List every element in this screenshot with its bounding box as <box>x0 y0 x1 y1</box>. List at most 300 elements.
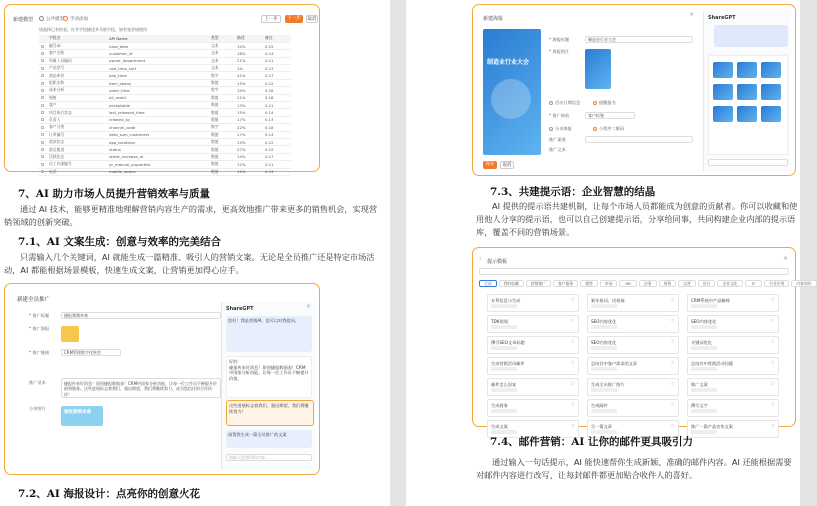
tab-14[interactable]: 内容创作 <box>791 280 816 287</box>
chat-title: ShareGPT <box>226 306 254 312</box>
star-icon[interactable]: ☆ <box>570 423 575 429</box>
table-cell: 数值 <box>209 109 235 116</box>
opt1-label: 活动日期信息 <box>555 100 581 105</box>
card-desc <box>491 409 517 413</box>
table-cell: 0.14 <box>263 109 291 116</box>
row-checkbox[interactable] <box>41 59 44 62</box>
label-img: 分享图片 <box>29 406 46 411</box>
table-cell: 项目执行状态 <box>47 109 107 116</box>
table-row[interactable] <box>39 87 291 94</box>
table-cell: 收款状态 <box>47 138 107 145</box>
close-icon[interactable]: × <box>689 11 695 18</box>
table-cell: latest_increase_id <box>107 153 209 160</box>
star-icon[interactable]: ☆ <box>770 318 775 324</box>
card-title: 生成邮件 <box>591 403 608 408</box>
row-checkbox[interactable] <box>41 118 44 121</box>
chat-panel <box>221 302 315 470</box>
answer-body: 捷报传来好消息！原创捷报数据表！CRM中国家分析功能，让每一位工作员不断提升价值。 <box>229 364 309 381</box>
table-cell: upd_time_sort <box>107 65 209 72</box>
table-cell: 17% <box>235 131 263 138</box>
table-cell: 0.17 <box>263 153 291 160</box>
cancel-button[interactable]: 取消 <box>500 161 514 169</box>
card-desc <box>691 325 717 329</box>
star-icon[interactable]: ☆ <box>670 360 675 366</box>
table-cell: 产品型号 <box>47 65 107 72</box>
template-card[interactable] <box>487 357 579 375</box>
prev-button[interactable]: 上一步 <box>261 15 281 23</box>
chat-image-grid <box>708 55 788 155</box>
table-cell: 数字 <box>209 87 235 94</box>
table-cell: 文本 <box>209 42 235 49</box>
card-title: 生成商务 <box>491 403 508 408</box>
table-row[interactable] <box>39 131 291 138</box>
template-card[interactable] <box>587 294 679 312</box>
poster-image-thumb[interactable] <box>585 49 611 89</box>
heading-7-4: 7.4、邮件营销：AI 让你的邮件更具吸引力 <box>490 436 693 448</box>
table-row[interactable] <box>39 42 291 49</box>
table-cell: 组织名称 <box>47 79 107 86</box>
heading-7-3: 7.3、共建提示语：企业智慧的结晶 <box>490 186 656 198</box>
card-title: 撰写SEO文章标题 <box>491 340 525 345</box>
template-card[interactable] <box>487 315 579 333</box>
row-checkbox[interactable] <box>41 163 44 166</box>
table-cell: 10% <box>235 42 263 49</box>
opt2-label: 提醒报名 <box>599 100 616 105</box>
template-card[interactable] <box>587 357 679 375</box>
card-title: 关键词优化 <box>691 340 712 345</box>
tab-2[interactable]: 营销推广 <box>526 280 551 287</box>
card-desc <box>491 346 517 350</box>
title-input[interactable]: 捷报频频来袭 <box>61 312 221 319</box>
radio-public[interactable] <box>39 16 44 21</box>
label-share: 推广话术 <box>29 380 46 385</box>
star-icon[interactable]: ☆ <box>570 402 575 408</box>
star-icon[interactable]: ☆ <box>670 381 675 387</box>
table-cell: 0.11 <box>263 161 291 168</box>
table-cell: case_date <box>107 42 209 49</box>
table-cell: 客户名称 <box>47 50 107 57</box>
table-cell: 规格 <box>47 94 107 101</box>
search-input[interactable] <box>479 268 789 275</box>
table-row[interactable] <box>39 102 291 109</box>
table-row[interactable] <box>39 124 291 131</box>
table-cell: 19% <box>235 87 263 94</box>
table-cell: 0.11 <box>263 102 291 109</box>
radio-opt4[interactable] <box>593 127 597 131</box>
close-icon[interactable]: × <box>783 255 789 262</box>
card-desc <box>691 367 717 371</box>
col-header: 字段名 <box>47 35 107 42</box>
table-cell: status <box>107 146 209 153</box>
share-textarea[interactable] <box>61 378 221 398</box>
table-cell: created_by <box>107 116 209 123</box>
poster-title-input[interactable]: 制造业行业大会 <box>585 36 693 43</box>
template-card[interactable] <box>687 378 779 396</box>
poster-thumbnail[interactable] <box>61 326 79 342</box>
card-title: 推广一篇产品宣传文案 <box>691 424 733 429</box>
tab-8[interactable]: 财务 <box>659 280 677 287</box>
table-cell: 13% <box>235 138 263 145</box>
table-cell: 文本 <box>209 50 235 57</box>
table-cell: acceptable <box>107 102 209 109</box>
template-card[interactable] <box>587 399 679 417</box>
template-card[interactable] <box>687 399 779 417</box>
card-desc <box>691 409 717 413</box>
table-cell: 最后跟进 <box>47 146 107 153</box>
table-cell: 成本分析 <box>47 87 107 94</box>
tab-10[interactable]: 设计 <box>698 280 716 287</box>
template-card[interactable] <box>687 357 779 375</box>
row-checkbox[interactable] <box>41 141 44 144</box>
card-title: 新年祝词，送祝福 <box>591 298 625 303</box>
table-cell: 商品单价 <box>47 72 107 79</box>
card-desc <box>691 430 717 434</box>
table-cell: 客户分类 <box>47 124 107 131</box>
figure-title: 提示模板 <box>487 259 508 265</box>
table-cell: 数值 <box>209 131 235 138</box>
table-cell: 数值 <box>209 146 235 153</box>
table-cell: 数值 <box>209 153 235 160</box>
radio-opt1[interactable] <box>549 101 553 105</box>
table-row[interactable] <box>39 79 291 86</box>
table-cell: last_released_time <box>107 109 209 116</box>
card-title: 总结其中营销活动问题 <box>691 361 733 366</box>
table-cell: 负责人 <box>47 116 107 123</box>
table-cell: 员工内部编号 <box>47 161 107 168</box>
card-desc <box>691 388 717 392</box>
card-title: CRM系统中产品解释 <box>691 298 730 303</box>
hint-text: 请选择已有的表，打开字段描述并关联字段，如有变更请使用 <box>39 27 147 32</box>
table-cell: 0.14 <box>263 131 291 138</box>
table-cell: 数值 <box>209 102 235 109</box>
card-desc <box>591 346 617 350</box>
receive-select[interactable]: 客户标签 <box>585 112 635 119</box>
tab-0[interactable]: 全部 <box>479 280 497 287</box>
chat-welcome <box>226 316 312 352</box>
heading-7-2: 7.2、AI 海报设计：点亮你的创意火花 <box>18 488 200 500</box>
link-input[interactable]: CRM管理数字化转型 <box>61 349 121 356</box>
figure-title: 新建全员推广 <box>17 297 51 303</box>
radio-manual-label: 手动添加 <box>70 17 88 22</box>
share-text: 捷报传来好消息！原创捷报数据表！CRM中国家分析功能，让每一位工作员不断提升价值和服务。这些进展标志着我们，超出期望，我们将继续努力，成为您信任的合作伙伴！ <box>64 381 218 397</box>
row-checkbox[interactable] <box>41 45 44 48</box>
chat-input[interactable] <box>708 159 788 166</box>
back-icon[interactable]: ‹ <box>479 255 482 262</box>
cancel-button[interactable]: 取消 <box>307 17 317 22</box>
row-checkbox[interactable] <box>41 67 44 70</box>
paragraph-7-1: 只需输入几个关键词，AI 就能生成一篇精准、吸引人的营销文案。无论是全员推广还是特定市场活动，AI 都能根据场景模板，快速生成文案，让营销更加得心应手。 <box>4 252 375 275</box>
table-cell: 数值 <box>209 94 235 101</box>
card-desc <box>491 367 517 371</box>
tab-5[interactable]: 市场 <box>600 280 618 287</box>
paragraph-7: 通过 AI 技术，能够更精准地理解营销内容生产的需求，更高效地推广带来更多的销售机会，实现营销领域的创新突破。 <box>4 204 378 227</box>
template-card[interactable] <box>687 315 779 333</box>
tab-12[interactable]: IT <box>745 280 763 287</box>
figure-title: 新建海报 <box>483 16 504 22</box>
paragraph-7-3: AI 提供的提示语共建机制，让每个市场人员都能成为创意的贡献者。你可以收藏和使用他人分享的提示语，也可以自己创建提示语，分享给同事，共同构建企业内部的提示语库，覆盖不同的营销场景。 <box>476 201 798 237</box>
table-cell: 21% <box>235 94 263 101</box>
card-title: 总结其中客户需求的文章 <box>591 361 638 366</box>
table-cell: 15% <box>235 168 263 175</box>
star-icon[interactable]: ☆ <box>770 360 775 366</box>
card-desc <box>591 304 617 308</box>
card-title: 专利信息与生成 <box>491 298 521 303</box>
tab-9[interactable]: 运营 <box>678 280 696 287</box>
star-icon[interactable]: ☆ <box>570 381 575 387</box>
table-cell: 0.13 <box>263 65 291 72</box>
poster-figure <box>472 4 796 176</box>
table-cell: order_time <box>107 87 209 94</box>
answer-head: 好的： <box>229 359 242 364</box>
table-cell: 订单编号 <box>47 131 107 138</box>
table-cell: channel_code <box>107 124 209 131</box>
table-cell: 13% <box>235 102 263 109</box>
table-cell: 客户 <box>47 102 107 109</box>
label-channel: 推广渠道 <box>549 137 566 142</box>
poster-preview <box>483 29 541 155</box>
star-icon[interactable]: ☆ <box>770 381 775 387</box>
card-title: 生成文案 <box>491 424 508 429</box>
table-cell: app_locations <box>107 138 209 145</box>
table-cell: 12% <box>235 161 263 168</box>
row-checkbox[interactable] <box>41 89 44 92</box>
table-cell: 0.12 <box>263 138 291 145</box>
template-card[interactable] <box>687 294 779 312</box>
card-title: 生成营销活动邮件 <box>491 361 525 366</box>
star-icon[interactable]: ☆ <box>670 402 675 408</box>
table-cell: 0.11 <box>263 57 291 64</box>
table-cell: 22% <box>235 124 263 131</box>
channel-select[interactable] <box>585 136 693 143</box>
highlight-text: 这些进展标志着我们，超出期望，我们将继续努力！ <box>229 403 309 414</box>
table-cell: 编号ID <box>47 42 107 49</box>
card-desc <box>591 409 617 413</box>
table-cell: 活跃状态 <box>47 153 107 160</box>
radio-opt2[interactable] <box>593 101 597 105</box>
table-header-row <box>39 35 291 42</box>
star-icon[interactable]: ☆ <box>770 297 775 303</box>
star-icon[interactable]: ☆ <box>570 297 575 303</box>
table-cell: 数值 <box>209 138 235 145</box>
label-poster-title: * 海报标题 <box>549 37 570 42</box>
table-cell: 电话 <box>47 168 107 175</box>
table-cell: 0.13 <box>263 116 291 123</box>
table-cell: 18% <box>235 50 263 57</box>
chat-highlight <box>226 400 314 426</box>
table-row[interactable] <box>39 57 291 64</box>
radio-manual[interactable] <box>63 16 68 21</box>
card-title: 邮件怎么回复 <box>491 382 517 387</box>
template-card[interactable] <box>587 315 679 333</box>
question-text: 请帮我生成一篇全员推广的文案 <box>228 432 287 437</box>
table-cell: 0.13 <box>263 168 291 175</box>
col-header: 备注 <box>263 35 291 42</box>
tab-11[interactable]: 企业文化 <box>717 280 742 287</box>
star-icon[interactable]: ☆ <box>570 318 575 324</box>
tab-7[interactable]: 法务 <box>639 280 657 287</box>
tab-1[interactable]: 我的收藏 <box>499 280 524 287</box>
star-icon[interactable]: ☆ <box>570 360 575 366</box>
template-card[interactable] <box>687 336 779 354</box>
table-row[interactable] <box>39 138 291 145</box>
table-cell: 数值 <box>209 116 235 123</box>
table-cell: 0.12 <box>263 79 291 86</box>
card-title: SEO内容优化 <box>591 340 617 345</box>
table-row[interactable] <box>39 109 291 116</box>
row-checkbox[interactable] <box>41 52 44 55</box>
template-card[interactable] <box>587 378 679 396</box>
table-cell: 27% <box>235 146 263 153</box>
right-page <box>406 0 812 506</box>
next-button[interactable]: 下一步 <box>285 15 303 23</box>
card-desc <box>591 367 617 371</box>
table-cell: 数值 <box>209 79 235 86</box>
card-title: 撰写文字 <box>691 403 708 408</box>
col-header: 描述 <box>235 35 263 42</box>
banner-text: 捷报频频来袭 <box>64 410 91 415</box>
star-icon[interactable]: ☆ <box>770 339 775 345</box>
table-cell: 文本 <box>209 65 235 72</box>
card-desc <box>691 304 717 308</box>
template-card[interactable] <box>487 378 579 396</box>
row-checkbox[interactable] <box>41 111 44 114</box>
card-title: TDK规划 <box>491 319 508 324</box>
card-desc <box>491 325 517 329</box>
table-cell: 0.15 <box>263 42 291 49</box>
chat-bubble <box>714 25 788 47</box>
table-cell: 数字 <box>209 72 235 79</box>
left-page <box>0 0 390 506</box>
fields-table <box>39 35 291 176</box>
row-checkbox[interactable] <box>41 126 44 129</box>
row-checkbox[interactable] <box>41 104 44 107</box>
star-icon[interactable]: ☆ <box>670 339 675 345</box>
table-row[interactable] <box>39 94 291 101</box>
card-title: SEO内容优化 <box>691 319 717 324</box>
poster-title: 制造业行业大会 <box>487 59 530 66</box>
tab-13[interactable]: 行业应用 <box>764 280 789 287</box>
table-cell: 1% <box>235 65 263 72</box>
row-checkbox[interactable] <box>41 82 44 85</box>
table-cell: 数值 <box>209 161 235 168</box>
card-title: 生成全员推广图片 <box>591 382 625 387</box>
star-icon[interactable]: ☆ <box>770 402 775 408</box>
table-cell: 15% <box>235 109 263 116</box>
table-cell: 0.15 <box>263 146 291 153</box>
card-desc <box>491 304 517 308</box>
table-cell: 21% <box>235 57 263 64</box>
table-cell: 41% <box>235 72 263 79</box>
save-button[interactable]: 保存 <box>483 161 497 169</box>
row-checkbox[interactable] <box>41 133 44 136</box>
label-poster-image: * 海报图片 <box>549 49 570 54</box>
label-link: * 推广链接 <box>29 350 50 355</box>
template-card[interactable] <box>487 294 579 312</box>
label-title: * 推广标题 <box>29 313 50 318</box>
card-title: 写一篇文章 <box>591 424 612 429</box>
label-poster: * 推广海报 <box>29 326 50 331</box>
card-desc <box>591 325 617 329</box>
model-table-figure <box>4 4 320 175</box>
star-icon[interactable]: ☆ <box>670 318 675 324</box>
opt4-label: 小程序二维码 <box>599 126 625 131</box>
label-text: 推广文本 <box>549 147 566 152</box>
table-row[interactable] <box>39 146 291 153</box>
table-cell: 0.18 <box>263 94 291 101</box>
table-cell: 0.17 <box>263 72 291 79</box>
table-cell: mobile_status <box>107 168 209 175</box>
table-cell: item_status <box>107 79 209 86</box>
welcome-text: 您好！我是营销AI，您可以对我提问。 <box>228 318 300 323</box>
star-icon[interactable]: ☆ <box>770 423 775 429</box>
star-icon[interactable]: ☆ <box>570 339 575 345</box>
table-cell: 0.16 <box>263 87 291 94</box>
card-title: SEO内容优化 <box>591 319 617 324</box>
table-cell: 0.18 <box>263 124 291 131</box>
radio-opt3[interactable] <box>549 127 553 131</box>
table-cell: owner_department <box>107 57 209 64</box>
chat-input[interactable]: 请输入您想问的内容… <box>226 454 312 461</box>
template-card[interactable] <box>687 420 779 438</box>
tab-6[interactable]: HR <box>619 280 637 287</box>
table-cell: pr_manual_properties <box>107 161 209 168</box>
tab-4[interactable]: 销售 <box>580 280 598 287</box>
table-cell: 数值 <box>209 168 235 175</box>
row-checkbox[interactable] <box>41 148 44 151</box>
card-desc <box>591 388 617 392</box>
table-row[interactable] <box>39 153 291 160</box>
table-cell: 0.14 <box>263 50 291 57</box>
table-row[interactable] <box>39 116 291 123</box>
share-banner-image[interactable] <box>61 406 103 426</box>
heading-7-1: 7.1、AI 文案生成：创意与效率的完美结合 <box>18 236 221 248</box>
table-cell: 数字 <box>209 124 235 131</box>
template-card[interactable] <box>587 336 679 354</box>
table-cell: all_rowid <box>107 94 209 101</box>
paragraph-7-4: 通过输入一句话提示，AI 能快速帮你生成新颖、准确的邮件内容。AI 还能根据需要对邮件内容进行改写，让每封邮件都更加贴合收件人的喜好。 <box>476 457 792 480</box>
table-row[interactable] <box>39 161 291 168</box>
template-card[interactable] <box>487 399 579 417</box>
star-icon[interactable]: ☆ <box>670 297 675 303</box>
table-row[interactable] <box>39 50 291 57</box>
col-header: API Name <box>107 35 209 42</box>
row-checkbox[interactable] <box>41 74 44 77</box>
table-cell: 所属人员编码 <box>47 57 107 64</box>
close-icon[interactable]: × <box>306 303 312 310</box>
row-checkbox[interactable] <box>41 155 44 158</box>
col-header: 类型 <box>209 35 235 42</box>
prompt-template-figure <box>472 247 812 429</box>
table-row[interactable] <box>39 168 291 175</box>
label-receive: * 推广接收 <box>549 113 570 118</box>
table-cell: 文本 <box>209 57 235 64</box>
table-cell: 15% <box>235 79 263 86</box>
row-checkbox[interactable] <box>41 170 44 173</box>
card-desc <box>491 388 517 392</box>
table-cell: customer_id <box>107 50 209 57</box>
tab-3[interactable]: 客户服务 <box>553 280 578 287</box>
table-cell: 14% <box>235 153 263 160</box>
table-cell: data_sum_customers <box>107 131 209 138</box>
table-row[interactable] <box>39 72 291 79</box>
star-icon[interactable]: ☆ <box>670 423 675 429</box>
template-card[interactable] <box>487 336 579 354</box>
card-title: 推广文案 <box>691 382 708 387</box>
chat-panel <box>703 11 791 171</box>
row-checkbox[interactable] <box>41 96 44 99</box>
table-cell: proj_time <box>107 72 209 79</box>
table-row[interactable] <box>39 65 291 72</box>
